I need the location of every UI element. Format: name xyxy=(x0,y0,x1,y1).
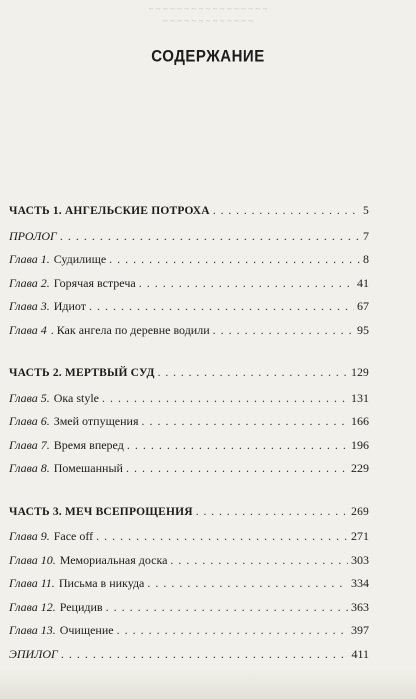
table-of-contents xyxy=(9,205,369,691)
entry-prefix: Глава 12. xyxy=(9,599,56,614)
entry-title: ЧАСТЬ 2. МЕРТВЫЙ СУД xyxy=(9,367,155,379)
toc-entry-row[interactable] xyxy=(9,276,369,300)
entry-prefix: Глава 6. xyxy=(9,414,50,428)
entry-prefix: Глава 4 xyxy=(9,322,47,337)
entry-prefix: Глава 1. xyxy=(9,252,50,266)
page-number: 41 xyxy=(357,275,369,290)
entry-prefix: ЭПИЛОГ xyxy=(9,646,58,661)
page-number: 5 xyxy=(363,205,369,217)
page-bottom-edge xyxy=(0,669,416,699)
entry-title: ЧАСТЬ 1. АНГЕЛЬСКИЕ ПОТРОХА xyxy=(9,205,210,217)
entry-title: Змей отпущения xyxy=(53,414,139,428)
entry-title: Мемориальная доска xyxy=(59,552,168,567)
dot-leader xyxy=(213,323,354,338)
toc-section xyxy=(9,367,369,485)
entry-title: Помешанный xyxy=(53,461,123,475)
page-title: СОДЕРЖАНИЕ xyxy=(151,47,265,66)
entry-title: Идиот xyxy=(53,299,86,313)
toc-entry-row[interactable] xyxy=(9,229,369,253)
dot-leader xyxy=(170,553,348,568)
entry-title: . Как ангела по деревне водили xyxy=(50,322,210,337)
dot-leader xyxy=(117,623,348,638)
dot-leader xyxy=(89,299,354,314)
toc-entry-row[interactable] xyxy=(9,438,369,462)
page-number: 363 xyxy=(351,599,369,614)
entry-prefix: Глава 2. xyxy=(9,275,50,290)
entry-prefix: Глава 7. xyxy=(9,437,50,452)
entry-title: Face off xyxy=(53,529,94,543)
entry-title: Рецидив xyxy=(59,599,103,614)
dot-leader xyxy=(126,461,348,476)
page-number: 334 xyxy=(351,576,369,590)
entry-prefix: Глава 9. xyxy=(9,529,50,543)
entry-prefix: ПРОЛОГ xyxy=(9,228,57,243)
dot-leader xyxy=(158,367,349,379)
entry-title: Ока style xyxy=(53,390,100,405)
bleed-through-line: ~ ~ ~ ~ ~ ~ ~ ~ ~ ~ ~ ~ ~ ~ ~ ~ ~ xyxy=(148,4,268,14)
toc-entry-row[interactable] xyxy=(9,623,369,647)
page-number: 95 xyxy=(357,322,369,337)
page-number: 67 xyxy=(357,299,369,313)
toc-entry-row[interactable] xyxy=(9,414,369,438)
part-heading-row[interactable] xyxy=(9,367,369,391)
entry-title: Горячая встреча xyxy=(53,275,136,290)
toc-entry-row[interactable] xyxy=(9,323,369,347)
toc-entry-row[interactable] xyxy=(9,529,369,553)
page-number: 269 xyxy=(351,505,369,518)
dot-leader xyxy=(196,506,348,518)
page-number: 7 xyxy=(363,228,369,243)
page-number: 166 xyxy=(351,414,369,428)
entry-prefix: Глава 10. xyxy=(9,552,56,567)
page-number: 8 xyxy=(363,252,369,266)
bleed-through-line: ~ ~ ~ ~ ~ ~ ~ ~ ~ ~ ~ ~ ~ xyxy=(162,16,254,26)
toc-entry-row[interactable] xyxy=(9,299,369,323)
toc-entry-row[interactable] xyxy=(9,391,369,415)
dot-leader xyxy=(96,529,348,544)
toc-section xyxy=(9,205,369,346)
dot-leader xyxy=(109,252,360,267)
part-heading-row[interactable] xyxy=(9,506,369,530)
dot-leader xyxy=(139,276,354,291)
page-number: 271 xyxy=(351,529,369,543)
dot-leader xyxy=(147,576,348,591)
page-number: 196 xyxy=(351,437,369,452)
dot-leader xyxy=(102,391,348,406)
entry-title: Очищение xyxy=(59,623,114,637)
toc-entry-row[interactable] xyxy=(9,600,369,624)
dot-leader xyxy=(142,414,349,429)
page-number: 303 xyxy=(351,552,369,567)
entry-title: Время вперед xyxy=(53,437,124,452)
page-number: 131 xyxy=(351,390,369,405)
page-number: 397 xyxy=(351,623,369,637)
dot-leader xyxy=(213,205,360,217)
dot-leader xyxy=(106,600,348,615)
dot-leader xyxy=(60,229,360,244)
entry-prefix: Глава 8. xyxy=(9,461,50,475)
entry-title: Судилище xyxy=(53,252,107,266)
dot-leader xyxy=(127,438,348,453)
toc-section xyxy=(9,506,369,671)
entry-prefix: Глава 3. xyxy=(9,299,50,313)
page-number: 229 xyxy=(351,461,369,475)
toc-entry-row[interactable] xyxy=(9,647,369,671)
entry-prefix: Глава 5. xyxy=(9,390,50,405)
entry-prefix: Глава 13. xyxy=(9,623,56,637)
toc-entry-row[interactable] xyxy=(9,252,369,276)
toc-entry-row[interactable] xyxy=(9,553,369,577)
toc-entry-row[interactable] xyxy=(9,576,369,600)
page-number: 129 xyxy=(351,367,369,379)
page-number: 411 xyxy=(351,646,369,661)
entry-title: ЧАСТЬ 3. МЕЧ ВСЕПРОЩЕНИЯ xyxy=(9,505,193,518)
entry-prefix: Глава 11. xyxy=(9,576,55,590)
dot-leader xyxy=(61,647,349,662)
entry-title: Письма в никуда xyxy=(58,576,145,590)
toc-entry-row[interactable] xyxy=(9,461,369,485)
part-heading-row[interactable] xyxy=(9,205,369,229)
